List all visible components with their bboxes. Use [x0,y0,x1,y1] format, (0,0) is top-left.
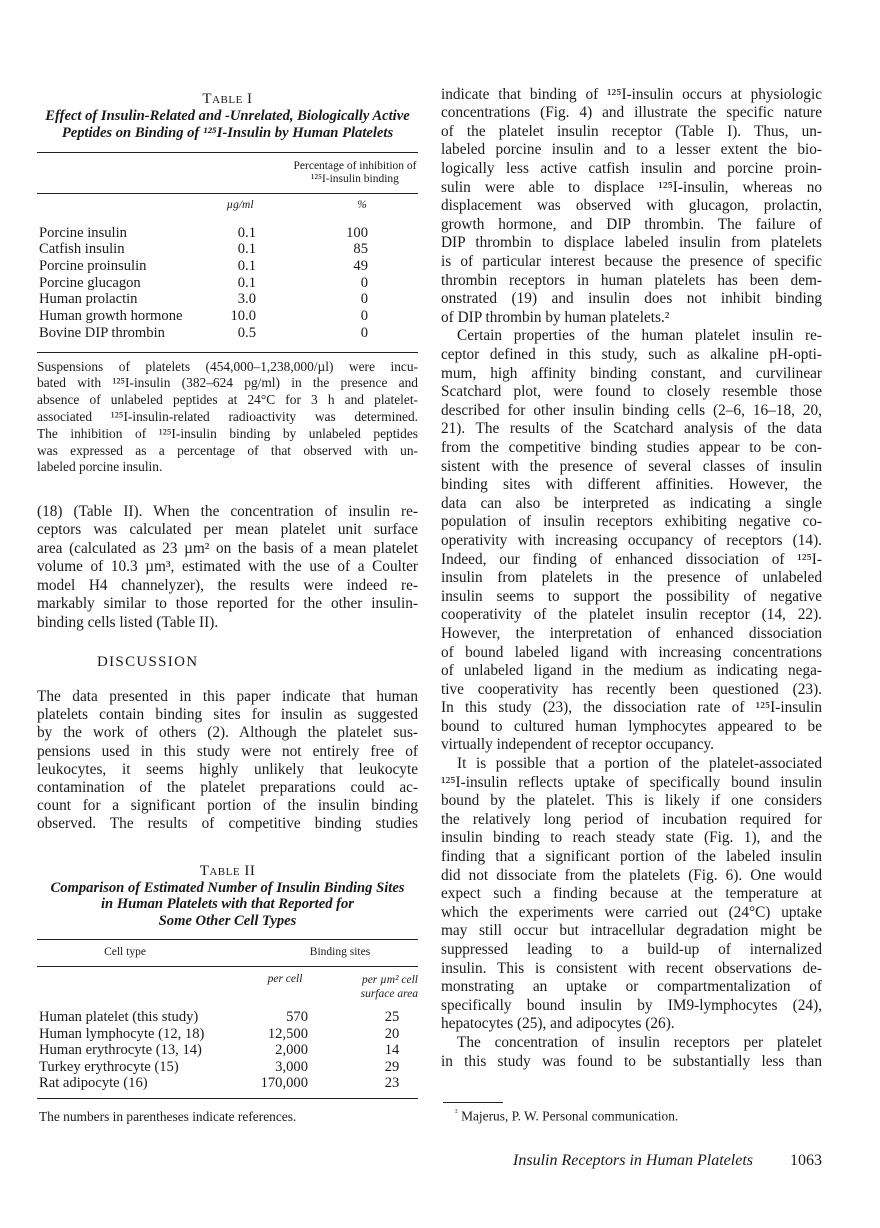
table2-footnote: The numbers in parentheses indicate references. [39,1109,297,1124]
text-line: indicate that binding of ¹²⁵I-insulin occurs at physiologic [441,85,822,103]
table1-unit-concentration: µg/ml [226,199,254,211]
text-line: did not dissociate from the platelets (Fig. 6). One would [441,866,822,884]
table2-subheader-per-area [338,973,418,1001]
table1-title: Table I [202,91,253,107]
table2-header-rule [37,966,418,967]
table2-per-cell: 2,000 [275,1042,308,1058]
text-line: cooperativity of the platelet insulin receptor (14, 22). [441,606,822,624]
footnote-line: labeled porcine insulin. [37,459,163,475]
table1-concentration: 0.1 [237,241,256,258]
table1-peptide-name: Porcine insulin [39,224,127,241]
text-line: of bound labeled ligand with increasing concentrations [441,643,822,661]
footnote-text: Majerus, P. W. Personal communication. [461,1108,679,1124]
text-line: model H4 channelyzer), the results were indeed re- [37,576,418,594]
text-line: displacement was observed with glucagon, prolactin, [441,197,822,215]
footnote-line: bated with ¹²⁵I-insulin (382–624 pg/ml) in the presence and [37,375,418,391]
table2-per-cell: 570 [286,1009,308,1025]
text-line: finding that a significant portion of the labeled insulin [441,848,822,866]
table2-per-area: 20 [384,1025,400,1042]
table1-concentration: 3.0 [237,291,256,308]
text-line: onstrated (19) and insulin does not inhibit binding [441,290,822,308]
table2-caption-line: in Human Platelets with that Reported for [101,896,354,913]
section-heading-discussion: DISCUSSION [97,654,199,670]
table2-per-cell: 3,000 [275,1058,308,1075]
paragraph-discussion-1 [37,688,418,834]
text-line: tive cooperativity has recently been questioned (23). [441,680,822,698]
table2-cell-type: Turkey erythrocyte (15) [39,1058,179,1075]
table1-inhibition: 49 [353,257,368,274]
text-line: monstrating an uptake or compartmentalization of [441,978,822,996]
text-line: concentrations (Fig. 4) and illustrate the specific nature [441,104,822,122]
table1-peptide-name: Porcine glucagon [39,274,141,291]
text-line: markably similar to those reported for the other insulin- [37,595,418,613]
subheader-line: per µm² cell [361,974,418,986]
table2-per-area: 14 [384,1042,400,1058]
text-line: is of particular interest because the presence of specific [441,253,822,271]
text-line: suppressed leading to a build-up of internalized [441,941,822,958]
text-line: In this study (23), the dissociation rate of ¹²⁵I-insulin [441,699,822,717]
text-line: operativity with increasing occupancy of receptors (14). [441,531,822,549]
text-line: thrombin receptors in human platelets has been dem- [441,271,822,289]
text-line: Indeed, our finding of enhanced dissociation of ¹²⁵I- [441,550,822,568]
text-line: The data presented in this paper indicate that human [37,688,418,705]
table1-caption [37,108,418,142]
table1-header-line: Percentage of inhibition of [293,160,417,172]
text-line: of the platelet insulin receptor (Table I). Thus, un- [441,122,822,140]
table1-inhibition: 85 [353,241,368,258]
table1-bottom-rule [37,352,418,353]
footnote-line: was expressed as a percentage of that observed with un- [37,442,418,458]
text-line: in this study was found to be substantially less than [441,1052,822,1070]
right-column-text [441,86,822,1071]
table1-concentration: 10.0 [230,308,256,324]
table2-bottom-rule [37,1098,418,1099]
text-line: bound by the platelet. This is likely if one considers [441,792,822,810]
table2-per-area: 25 [384,1009,400,1025]
text-line: specifically bound insulin by IM9-lymphocytes (24), [441,996,822,1014]
table2-cell-type: Human platelet (this study) [39,1009,199,1025]
text-line: insulin. This is consistent with recent observations de- [441,959,822,977]
text-line: ¹²⁵I-insulin reflects uptake of specifically bound insulin [441,773,822,791]
table1-peptide-name: Bovine DIP thrombin [39,324,165,341]
running-title: Insulin Receptors in Human Platelets [513,1152,753,1169]
text-line: volume of 10.3 µm³, estimated with the use of a Coulter [37,558,418,576]
table2-per-area: 29 [384,1058,400,1075]
text-line: The concentration of insulin receptors per platelet [457,1033,822,1051]
table1-concentration: 0.1 [237,224,256,241]
text-line: binding cells listed (Table II). [37,613,219,631]
table2-caption-line: Some Other Cell Types [158,913,297,930]
table1-concentration: 0.5 [237,324,256,341]
footnote-line: absence of unlabeled peptides at 24°C for 3 h and platelet- [37,392,418,408]
table1-concentration: 0.1 [237,274,256,291]
table1-peptide-name: Catfish insulin [39,241,125,258]
text-line: ceptors was calculated per mean platelet unit surface [37,521,418,539]
footnote-marker: ² [455,1107,458,1117]
table2-title: Table II [199,863,256,879]
text-line: Certain properties of the human platelet insulin re- [457,327,822,345]
text-line: platelets contain binding sites for insulin as suggested [37,706,418,724]
table2-header-binding-sites: Binding sites [309,946,371,958]
table2-cell-type: Human lymphocyte (12, 18) [39,1025,205,1042]
text-line: described for other insulin binding cells (2–6, 16–18, 20, [441,401,822,419]
text-line: ceptor defined in this study, such as alkaline pH-opti- [441,346,822,363]
text-line: count for a significant portion of the insulin binding [37,797,418,815]
table2-per-area: 23 [384,1075,400,1091]
table1-header-rule [37,193,418,194]
text-line: sistent with the presence of several classes of insulin [441,457,822,475]
table2-caption-line: Comparison of Estimated Number of Insulin Binding Sites [50,879,405,896]
paragraph-results-continued [37,503,418,633]
text-line: virtually independent of receptor occupancy. [441,736,714,754]
text-line: However, the interpretation of enhanced dissociation [441,624,822,642]
table1-peptide-name: Human prolactin [39,291,138,308]
table1-inhibition: 0 [360,324,368,341]
text-line: growth hormone, and DIP thrombin. The failure of [441,215,822,233]
text-line: bound to cultured human lymphocytes appeared to be [441,717,822,735]
table1-peptide-name: Human growth hormone [39,308,183,324]
table1-unit-inhibition: % [357,199,367,211]
table1-peptide-name: Porcine proinsulin [39,257,147,274]
text-line: data can also be interpreted as indicating a single [441,494,822,512]
table2-cell-type: Human erythrocyte (13, 14) [39,1042,202,1058]
text-line: may still occur but intracellular degradation might be [441,922,822,940]
text-line: observed. The results of competitive binding studies [37,815,418,833]
text-line: labeled porcine insulin and to a lesser extent the bio- [441,141,822,159]
table1-inhibition: 0 [360,291,368,308]
table1-caption-line: Peptides on Binding of ¹²⁵I-Insulin by Human Platelets [61,124,394,141]
text-line: hepatocytes (25), and adipocytes (26). [441,1015,675,1033]
text-line: DIP thrombin to displace labeled insulin from platelets [441,234,822,252]
table1-inhibition: 0 [360,274,368,291]
text-line: binding sites with different affinities. However, the [441,476,822,494]
text-line: sulin were able to displace ¹²⁵I-insulin, whereas no [441,178,822,196]
text-line: contamination of the platelet preparations could ac- [37,779,418,797]
footnote-line: The inhibition of ¹²⁵I-insulin binding by unlabeled peptides [37,425,418,441]
text-line: insulin seems to support the possibility of negative [441,587,822,605]
table1-inhibition: 100 [346,224,368,241]
text-line: of DIP thrombin by human platelets.² [441,308,670,326]
table1-header-inhibition [290,160,420,185]
table2-top-rule [37,939,418,940]
text-line: mum, high affinity binding constant, and curvilinear [441,364,822,382]
text-line: area (calculated as 23 µm² on the basis of a mean platelet [37,539,418,557]
text-line: 21). The results of the Scatchard analysis of the data [441,420,822,438]
text-line: insulin from platelets in the presence of unlabeled [441,569,822,587]
footnote-line: associated ¹²⁵I-insulin-related radioactivity was determined. [37,408,418,424]
footnote-line: Suspensions of platelets (454,000–1,238,000/µl) were incu- [37,358,418,374]
text-line: which the experiments were carried out (24°C) uptake [441,903,822,921]
page-number: 1063 [790,1152,822,1169]
table1-concentration: 0.1 [237,257,256,274]
table2-caption [37,880,418,930]
text-line: logically less active catfish insulin and porcine proin- [441,160,822,178]
text-line: from the competitive binding studies appear to be con- [441,438,822,456]
table2-cell-type: Rat adipocyte (16) [39,1075,148,1091]
table1-top-rule [37,152,418,153]
text-line: leukocytes, it seems highly unlikely that leukocyte [37,760,418,778]
text-line: expect such a finding because at the temperature at [441,885,822,903]
text-line: of unlabeled ligand in the medium as indicating nega- [441,662,822,680]
table2-subheader-per-cell: per cell [267,973,303,985]
text-line: (18) (Table II). When the concentration of insulin re- [37,502,418,520]
text-line: insulin binding to reach steady state (Fig. 1), and the [441,829,822,847]
text-line: It is possible that a portion of the platelet-associated [457,755,822,773]
text-line: population of insulin receptors exhibiting negative co- [441,513,822,531]
text-line: by the work of others (2). Although the platelet sus- [37,724,418,742]
text-line: pensions used in this study were not entirely free of [37,742,418,760]
text-line: the relatively long period of incubation required for [441,810,822,828]
table1-inhibition: 0 [360,308,368,324]
table2-per-cell: 170,000 [260,1075,308,1091]
footnote-rule [443,1102,503,1103]
footnote-2 [455,1107,678,1124]
text-line: Scatchard plot, were found to closely resemble those [441,383,822,401]
table1-header-line: ¹²⁵I-insulin binding [311,172,399,185]
table2-header-cell-type: Cell type [104,946,146,958]
table1-footnote [37,359,418,477]
table2-per-cell: 12,500 [267,1025,308,1042]
subheader-line: surface area [360,988,418,1000]
table1-caption-line: Effect of Insulin-Related and -Unrelated, Biologically Active [45,108,410,124]
